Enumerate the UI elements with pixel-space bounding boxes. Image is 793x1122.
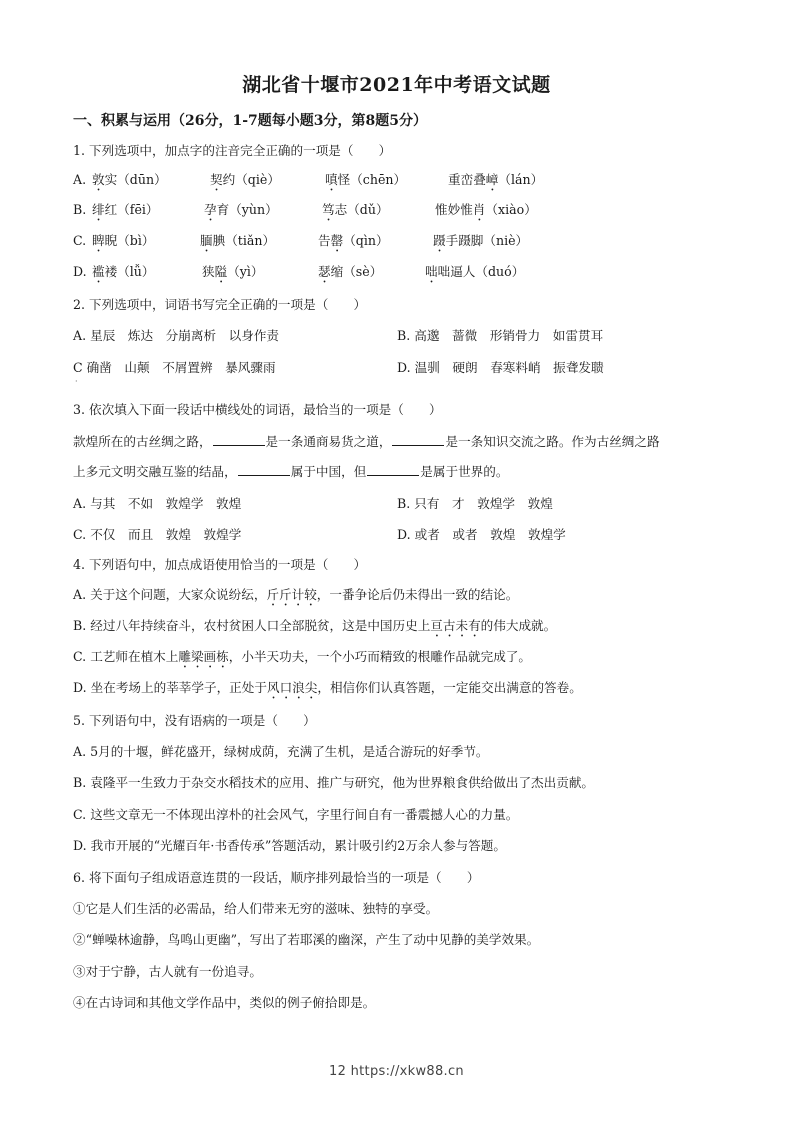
q3-passage-line2: 上多元文明交融互鉴的结晶， 属于中国，但 是属于世界的。 bbox=[73, 464, 509, 479]
q2-option-c: C 确凿 山颠 不屑置辨 暴风骤雨 bbox=[73, 360, 276, 375]
q4-option-d: D. 坐在考场上的莘莘学子，正处于风口浪尖，相信你们认真答题，一定能交出满意的答卷。 bbox=[73, 680, 582, 695]
q5-option-a: A. 5月的十堰，鲜花盛开，绿树成荫，充满了生机，是适合游玩的好季节。 bbox=[73, 744, 489, 759]
q1-b-item3: 笃志（dǔ） bbox=[322, 202, 389, 217]
q1-a-item2: 契约（qiè） bbox=[210, 172, 280, 187]
q6-sentence-3: ③对于宁静，古人就有一份追寻。 bbox=[73, 964, 262, 979]
q4-option-c: C. 工艺师在植木上雕梁画栋，小半天功夫，一个小巧而精致的根雕作品就完成了。 bbox=[73, 649, 531, 664]
q3-blank-2 bbox=[392, 432, 444, 446]
section-heading: 一、积累与运用（26分，1-7题每小题3分，第8题5分） bbox=[73, 113, 427, 129]
q3-option-b: B. 只有 才 敦煌学 敦煌 bbox=[397, 496, 553, 511]
page-title: 湖北省十堰市2021年中考语文试题 bbox=[242, 74, 551, 96]
q1-d-item4: 咄咄逼人（duó） bbox=[425, 264, 525, 279]
q5-stem: 5. 下列语句中，没有语病的一项是（ ） bbox=[73, 713, 316, 728]
q5-option-b: B. 袁隆平一生致力于杂交水稻技术的应用、推广与研究，他为世界粮食供给做出了杰出贡献。 bbox=[73, 775, 595, 790]
q2-option-b: B. 高邈 蔷微 形销骨力 如雷贯耳 bbox=[397, 328, 604, 343]
q1-stem: 1. 下列选项中，加点字的注音完全正确的一项是（ ） bbox=[73, 143, 392, 158]
q4-stem: 4. 下列语句中，加点成语使用恰当的一项是（ ） bbox=[73, 557, 367, 572]
q6-sentence-2: ②“蝉噪林逾静，鸟鸣山更幽”，写出了若耶溪的幽深，产生了动中见静的美学效果。 bbox=[73, 932, 540, 947]
q1-a-item3: 嗔怪（chēn） bbox=[325, 172, 407, 187]
q1-c-item4: 蹑手蹑脚（niè） bbox=[433, 233, 529, 248]
q3-blank-4 bbox=[367, 462, 419, 476]
q6-sentence-1: ①它是人们生活的必需品，给人们带来无穷的滋味、独特的享受。 bbox=[73, 901, 439, 916]
q3-option-c: C. 不仅 而且 敦煌 敦煌学 bbox=[73, 527, 242, 542]
q1-a-item4: 重峦叠嶂（lán） bbox=[448, 172, 544, 187]
q5-option-c: C. 这些文章无一不体现出淳朴的社会风气，字里行间自有一番震撼人心的力量。 bbox=[73, 807, 519, 822]
q1-a-item1: 敦实（dūn） bbox=[92, 172, 167, 187]
q1-a-label: A. bbox=[73, 172, 87, 187]
q6-sentence-4: ④在古诗词和其他文学作品中，类似的例子俯拾即是。 bbox=[73, 995, 376, 1010]
q2-option-a: A. 星辰 炼达 分崩离析 以身作责 bbox=[73, 328, 280, 343]
q5-option-d: D. 我市开展的“光耀百年·书香传承”答题活动，累计吸引约2万余人参与答题。 bbox=[73, 838, 506, 853]
q3-stem: 3. 依次填入下面一段话中横线处的词语，最恰当的一项是（ ） bbox=[73, 402, 442, 417]
q1-b-item1: 绯红（fēi） bbox=[92, 202, 159, 217]
q3-option-d: D. 或者 或者 敦煌 敦煌学 bbox=[397, 527, 566, 542]
stray-mark: · bbox=[75, 377, 78, 386]
q2-stem: 2. 下列选项中，词语书写完全正确的一项是（ ） bbox=[73, 297, 367, 312]
q1-b-item2: 孕育（yùn） bbox=[204, 202, 278, 217]
q1-d-item2: 狭隘（yì） bbox=[202, 264, 264, 279]
q4-option-b: B. 经过八年持续奋斗，农村贫困人口全部脱贫，这是中国历史上亘古未有的伟大成就。 bbox=[73, 618, 557, 633]
q1-c-item3: 告罄（qìn） bbox=[318, 233, 389, 248]
q1-d-item1: 褴褛（lǚ） bbox=[92, 264, 155, 279]
page-footer: 12 https://xkw88.cn bbox=[329, 1064, 464, 1079]
q1-c-item2: 腼腆（tiǎn） bbox=[200, 233, 276, 248]
q3-passage-line1: 款煌所在的古丝绸之路， 是一条通商易货之道， 是一条知识交流之路。作为古丝绸之路 bbox=[73, 434, 660, 449]
q1-b-item4: 惟妙惟肖（xiào） bbox=[435, 202, 537, 217]
q1-b-label: B. bbox=[73, 202, 87, 217]
q1-c-label: C. bbox=[73, 233, 87, 248]
q2-option-d: D. 温驯 硬朗 春寒料峭 振聋发聩 bbox=[397, 360, 604, 375]
q3-option-a: A. 与其 不如 敦煌学 敦煌 bbox=[73, 496, 242, 511]
q3-blank-1 bbox=[213, 432, 265, 446]
q1-d-label: D. bbox=[73, 264, 87, 279]
q6-stem: 6. 将下面句子组成语意连贯的一段话，顺序排列最恰当的一项是（ ） bbox=[73, 870, 480, 885]
q3-blank-3 bbox=[238, 462, 290, 476]
q1-d-item3: 瑟缩（sè） bbox=[318, 264, 383, 279]
q4-option-a: A. 关于这个问题，大家众说纷纭，斤斤计较，一番争论后仍未得出一致的结论。 bbox=[73, 587, 519, 602]
q1-c-item1: 睥睨（bì） bbox=[92, 233, 155, 248]
